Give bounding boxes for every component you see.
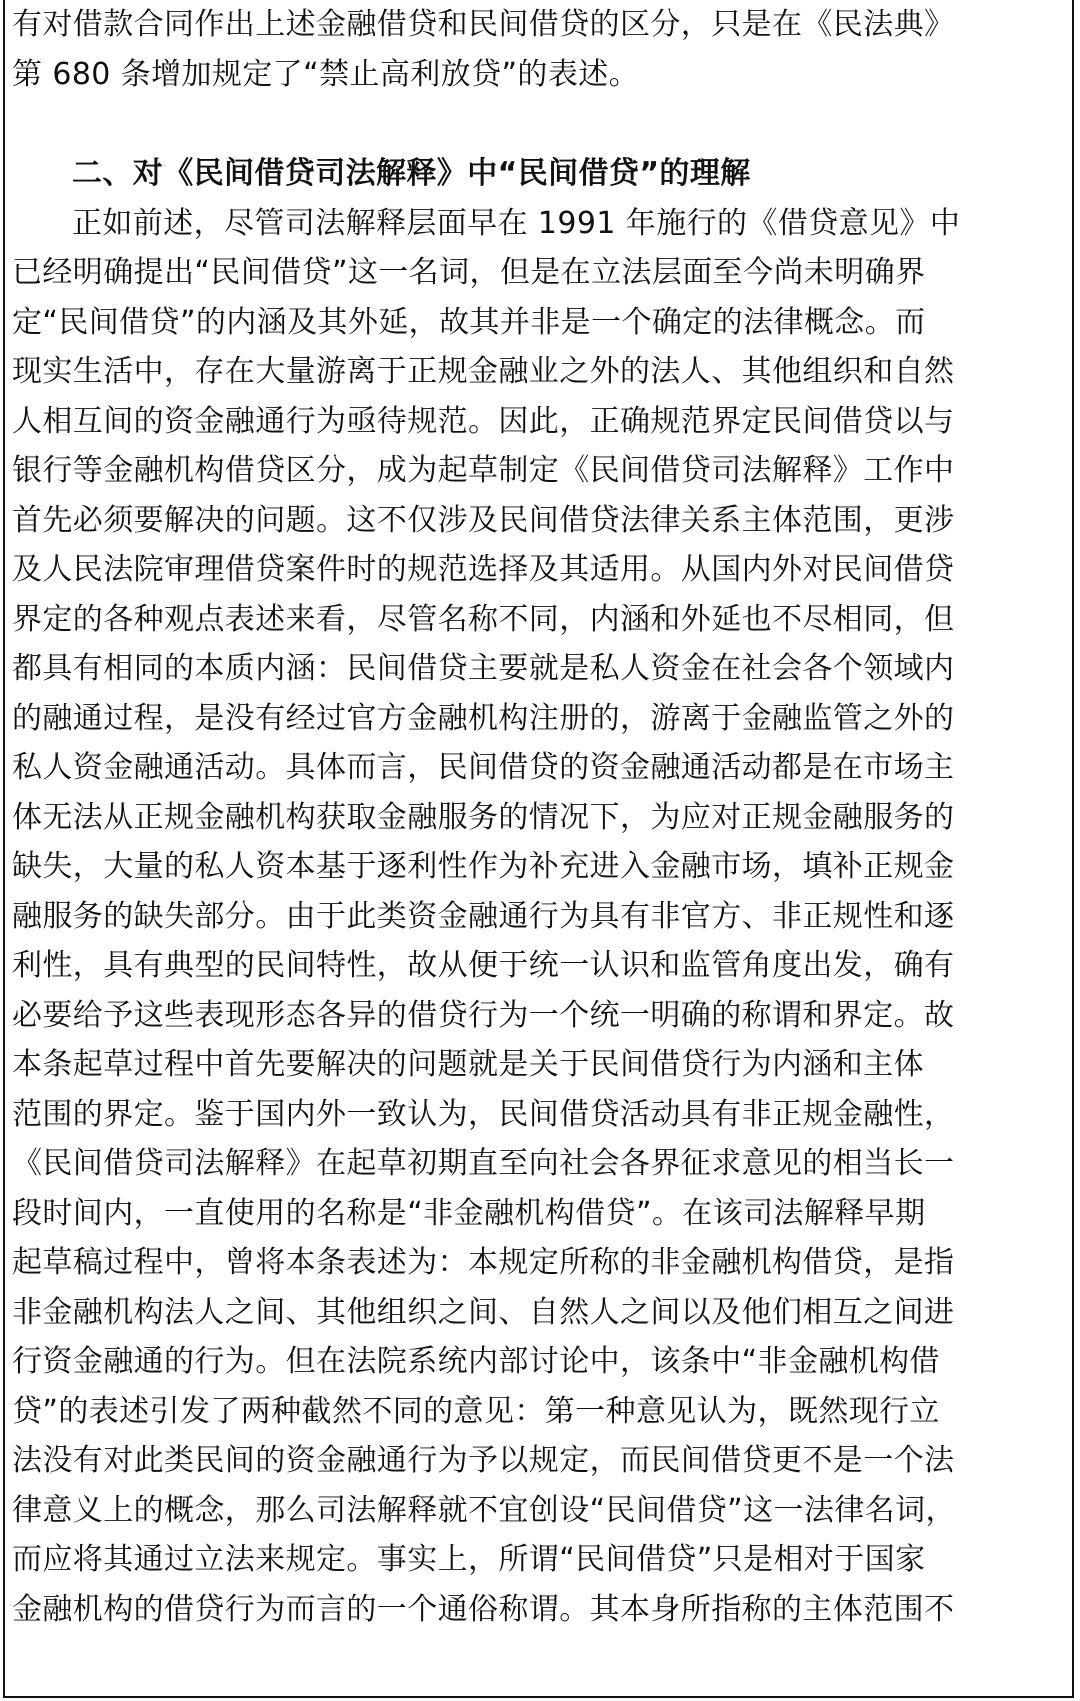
paragraph-line: 金融机构的借贷行为而言的一个通俗称谓。其本身所指称的主体范围不 bbox=[12, 1591, 955, 1627]
paragraph-line: 法没有对此类民间的资金融通行为予以规定，而民间借贷更不是一个法 bbox=[12, 1443, 955, 1478]
paragraph-line: 《民间借贷司法解释》在起草初期直至向社会各界征求意见的相当长一 bbox=[12, 1146, 955, 1181]
paragraph-gap bbox=[12, 99, 1067, 149]
paragraph-line: 的融通过程，是没有经过官方金融机构注册的，游离于金融监管之外的 bbox=[12, 700, 955, 736]
paragraph-line: 第 680 条增加规定了“禁止高利放贷”的表述。 bbox=[12, 56, 640, 92]
paragraph-line: 人相互间的资金融通行为亟待规范。因此，正确规范界定民间借贷以与 bbox=[12, 403, 955, 439]
document-page bbox=[3, 0, 1074, 1698]
paragraph-line: 首先必须要解决的问题。这不仅涉及民间借贷法律关系主体范围，更涉 bbox=[12, 502, 955, 538]
paragraph-line: 私人资金融通活动。具体而言，民间借贷的资金融通活动都是在市场主 bbox=[12, 750, 955, 785]
paragraph-line: 已经明确提出“民间借贷”这一名词，但是在立法层面至今尚未明确界 bbox=[12, 255, 926, 290]
paragraph-line: 贷”的表述引发了两种截然不同的意见：第一种意见认为，既然现行立 bbox=[12, 1393, 940, 1429]
section-heading: 二、对《民间借贷司法解释》中“民间借贷”的理解 bbox=[72, 156, 751, 191]
document-body bbox=[12, 0, 1067, 1634]
paragraph-line: 融服务的缺失部分。由于此类资金融通行为具有非官方、非正规性和逐 bbox=[12, 898, 955, 934]
paragraph-line: 非金融机构法人之间、其他组织之间、自然人之间以及他们相互之间进 bbox=[12, 1294, 955, 1330]
paragraph-line: 体无法从正规金融机构获取金融服务的情况下，为应对正规金融服务的 bbox=[12, 799, 955, 835]
paragraph-line: 有对借款合同作出上述金融借贷和民间借贷的区分，只是在《民法典》 bbox=[12, 7, 955, 42]
paragraph-line: 正如前述，尽管司法解释层面早在 1991 年施行的《借贷意见》中 bbox=[72, 205, 961, 241]
paragraph-line: 都具有相同的本质内涵：民间借贷主要就是私人资金在社会各个领域内 bbox=[12, 651, 955, 686]
paragraph-line: 必要给予这些表现形态各异的借贷行为一个统一明确的称谓和界定。故 bbox=[12, 997, 955, 1033]
paragraph-line: 范围的界定。鉴于国内外一致认为，民间借贷活动具有非正规金融性， bbox=[12, 1096, 955, 1132]
paragraph-line: 行资金融通的行为。但在法院系统内部讨论中，该条中“非金融机构借 bbox=[12, 1344, 940, 1379]
paragraph-line: 缺失，大量的私人资本基于逐利性作为补充进入金融市场，填补正规金 bbox=[12, 849, 955, 884]
paragraph-line: 段时间内，一直使用的名称是“非金融机构借贷”。在该司法解释早期 bbox=[12, 1195, 926, 1231]
paragraph-line: 本条起草过程中首先要解决的问题就是关于民间借贷行为内涵和主体 bbox=[12, 1047, 924, 1082]
paragraph-line: 利性，具有典型的民间特性，故从便于统一认识和监管角度出发，确有 bbox=[12, 948, 955, 983]
paragraph-line: 定“民间借贷”的内涵及其外延，故其并非是一个确定的法律概念。而 bbox=[12, 304, 926, 340]
paragraph-line: 及人民法院审理借贷案件时的规范选择及其适用。从国内外对民间借贷 bbox=[12, 552, 955, 587]
paragraph-line: 而应将其通过立法来规定。事实上，所谓“民间借贷”只是相对于国家 bbox=[12, 1542, 926, 1577]
paragraph-line: 现实生活中，存在大量游离于正规金融业之外的法人、其他组织和自然 bbox=[12, 354, 955, 389]
paragraph-line: 银行等金融机构借贷区分，成为起草制定《民间借贷司法解释》工作中 bbox=[12, 453, 955, 488]
paragraph-line: 起草稿过程中，曾将本条表述为：本规定所称的非金融机构借贷，是指 bbox=[12, 1245, 955, 1280]
paragraph-line: 律意义上的概念，那么司法解释就不宜创设“民间借贷”这一法律名词， bbox=[12, 1492, 956, 1528]
paragraph-line: 界定的各种观点表述来看，尽管名称不同，内涵和外延也不尽相同，但 bbox=[12, 601, 955, 637]
